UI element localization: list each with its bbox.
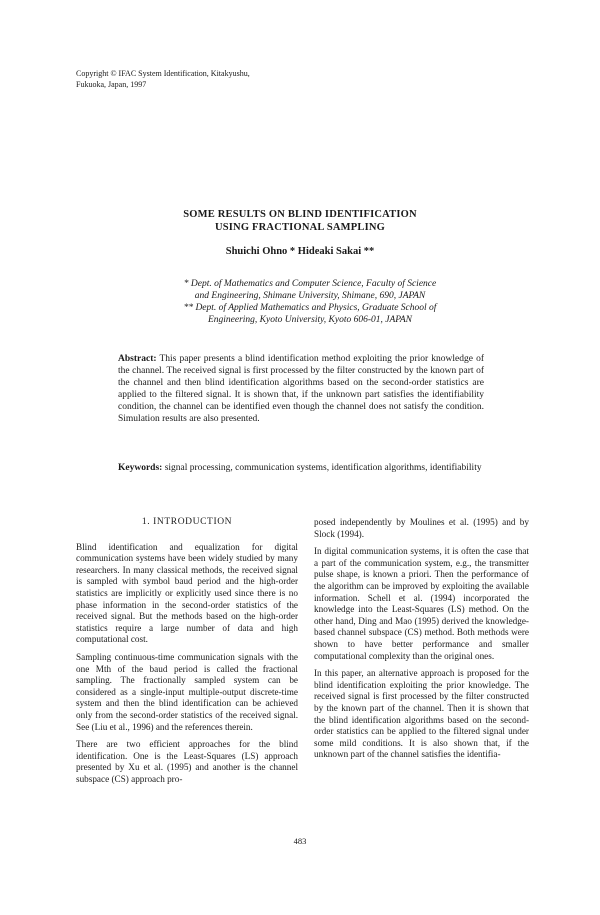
title-line-2: USING FRACTIONAL SAMPLING [214,222,386,233]
title-line-1: SOME RESULTS ON BLIND IDENTIFICATION [183,209,417,220]
affiliation-line-1: * Dept. of Mathematics and Computer Science, Faculty of Science [183,279,437,289]
left-column [76,517,298,791]
abstract [118,353,484,425]
paragraph: Sampling continuous-time communication signals with the one Mth of the baud period is called the fractional sampling. The fractionally sampled system can be considered as a single-input multiple-output discrete-time system and then the blind identification can be achieved only from the second-order statistics of the received signal. See (Liu et al., 1996) and the references therein. [76,651,298,732]
keywords [118,462,484,474]
keywords-text: signal processing, communication systems, identification algorithms, identifiability [164,463,482,473]
affiliation-line-2: and Engineering, Shimane University, Shimane, 690, JAPAN [194,291,426,301]
abstract-text: This paper presents a blind identification method exploiting the prior knowledge of the channel. The received signal is first processed by the filter constructed by the known part of the channel and then blind identification algorithms based on the second-order statistics are applied to the filtered signal. It is shown that, if the unknown part satisfies the identifiability condition, the channel can be identified even though the channel does not satisfy the condition. Simulation results are also presented. [118,354,484,424]
right-column [314,517,529,767]
copyright-line-1: Copyright © IFAC System Identification, Kitakyushu, [76,69,250,78]
affiliation-line-3: ** Dept. of Applied Mathematics and Physics, Graduate School of [183,303,437,313]
paragraph: Blind identification and equalization for digital communication systems have been widely studied by many researchers. In many classical methods, the received signal is sampled with symbol baud period and the high-order statistics are implicitly or explicitly used since there is no phase information in the second-order statistics of the received signal. But the methods based on the high-order statistics require a large number of data and high computational cost. [76,541,298,645]
copyright-notice [76,68,336,90]
page-number: 483 [293,836,307,846]
paper-title [100,208,500,234]
authors: Shuichi Ohno * Hideaki Sakai ** [225,246,375,257]
paragraph: posed independently by Moulines et al. (1995) and by Slock (1994). [314,517,529,539]
affiliations [150,278,470,326]
paragraph: In digital communication systems, it is often the case that a part of the communication system, e.g., the transmitter pulse shape, is known a priori. Then the performance of the algorithm can be improved by exploiting the available information. Schell et al. (1994) incorporated the knowledge into the Least-Squares (LS) method. On the other hand, Ding and Mao (1995) derived the knowledge-based channel subspace (CS) method. Both methods were shown to have better performance and smaller computational complexity than the original ones. [314,546,529,661]
affiliation-line-4: Engineering, Kyoto University, Kyoto 606-01, JAPAN [207,315,413,325]
section-heading-introduction: 1. INTRODUCTION [141,517,233,527]
copyright-line-2: Fukuoka, Japan, 1997 [76,80,147,89]
keywords-label: Keywords: [118,463,163,473]
paragraph: There are two efficient approaches for the blind identification. One is the Least-Squares (LS) approach presented by Xu et al. (1995) and another is the channel subspace (CS) approach pro- [76,739,298,784]
abstract-label: Abstract: [118,354,157,364]
paragraph: In this paper, an alternative approach is proposed for the blind identification exploiting the prior knowledge. The received signal is first processed by the filter constructed by the known part of the channel. Then it is shown that the blind identification algorithms based on the second-order statistics can be applied to the filtered signal under some mild conditions. It is also shown that, if the unknown part of the channel satisfies the identifia- [314,668,529,760]
